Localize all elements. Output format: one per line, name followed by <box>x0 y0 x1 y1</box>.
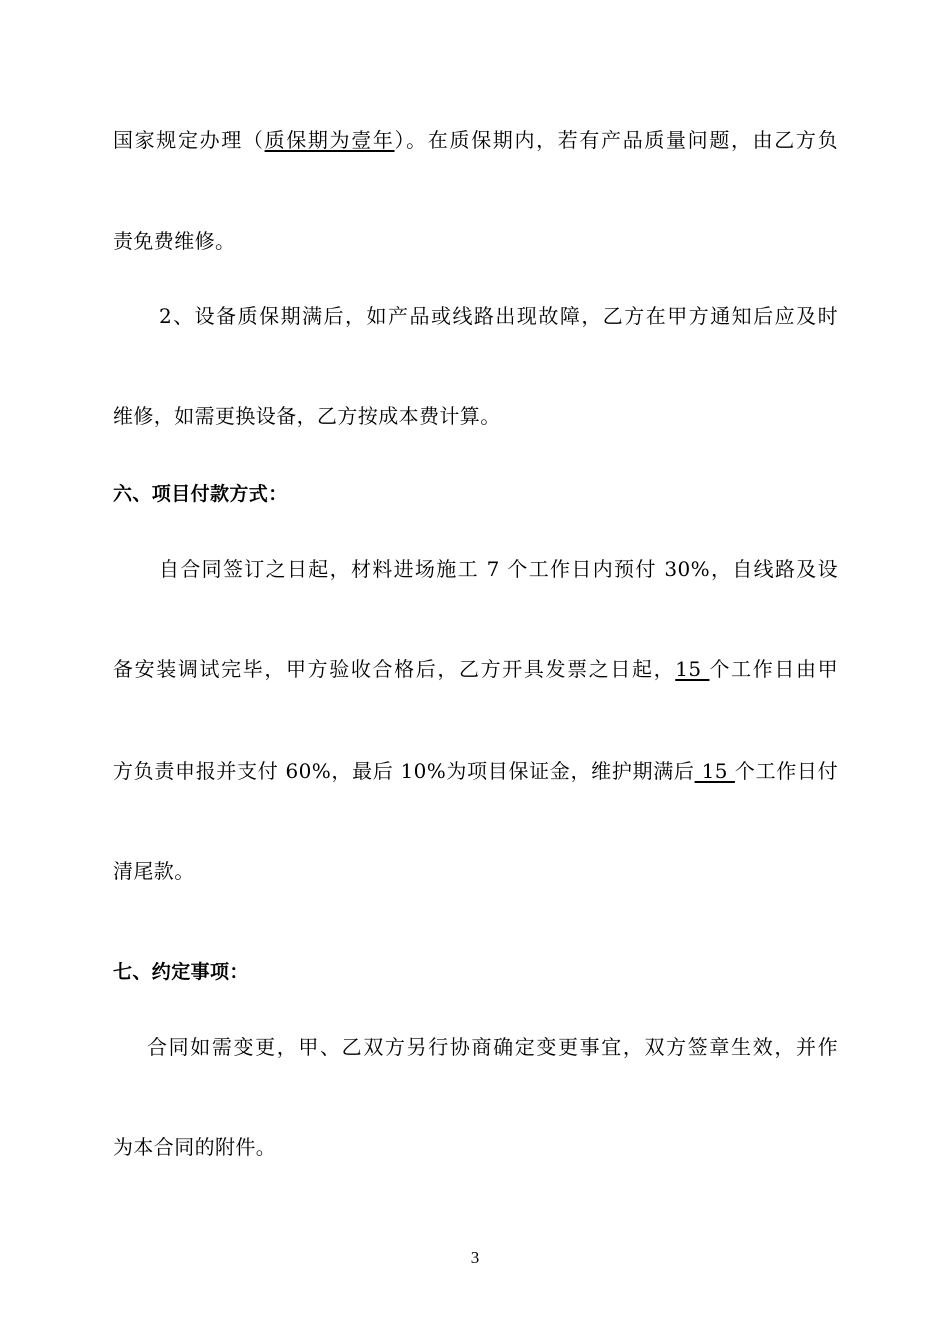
payment-paragraph-line-3 <box>113 757 838 785</box>
section-7-heading: 七、约定事项： <box>113 961 249 983</box>
after-warranty-paragraph-line-2: 维修，如需更换设备，乙方按成本费计算。 <box>113 404 501 428</box>
payment-paragraph-line-1: 自合同签订之日起，材料进场施工 7 个工作日内预付 30%，自线路及设 <box>159 557 838 581</box>
days-underlined: 15 <box>675 657 710 681</box>
section-6-heading: 六、项目付款方式： <box>113 483 288 505</box>
payment-paragraph-line-4: 清尾款。 <box>113 859 195 883</box>
warranty-paragraph-line-2: 责免费维修。 <box>113 229 236 253</box>
days-underlined: 15 <box>694 759 735 783</box>
warranty-paragraph-line-1 <box>113 126 838 154</box>
text-segment: ）。在质保期内，若有产品质量问题，由乙方负 <box>394 128 838 152</box>
payment-paragraph-line-2 <box>113 655 838 683</box>
text-segment: 个工作日由甲 <box>709 657 838 681</box>
page-number: 3 <box>470 1248 480 1267</box>
after-warranty-paragraph-line-1: 2、设备质保期满后，如产品或线路出现故障，乙方在甲方通知后应及时 <box>159 304 838 328</box>
agreement-paragraph-line-1: 合同如需变更，甲、乙双方另行协商确定变更事宜，双方签章生效，并作 <box>147 1035 838 1059</box>
agreement-paragraph-line-2: 为本合同的附件。 <box>113 1135 277 1159</box>
text-segment: 国家规定办理（ <box>113 128 265 152</box>
text-segment: 备安装调试完毕，甲方验收合格后，乙方开具发票之日起， <box>113 657 676 681</box>
text-segment: 个工作日付 <box>734 759 839 783</box>
text-segment: 方负责申报并支付 60%，最后 10%为项目保证金，维护期满后 <box>113 759 695 783</box>
warranty-period-underlined: 质保期为壹年 <box>264 128 395 152</box>
